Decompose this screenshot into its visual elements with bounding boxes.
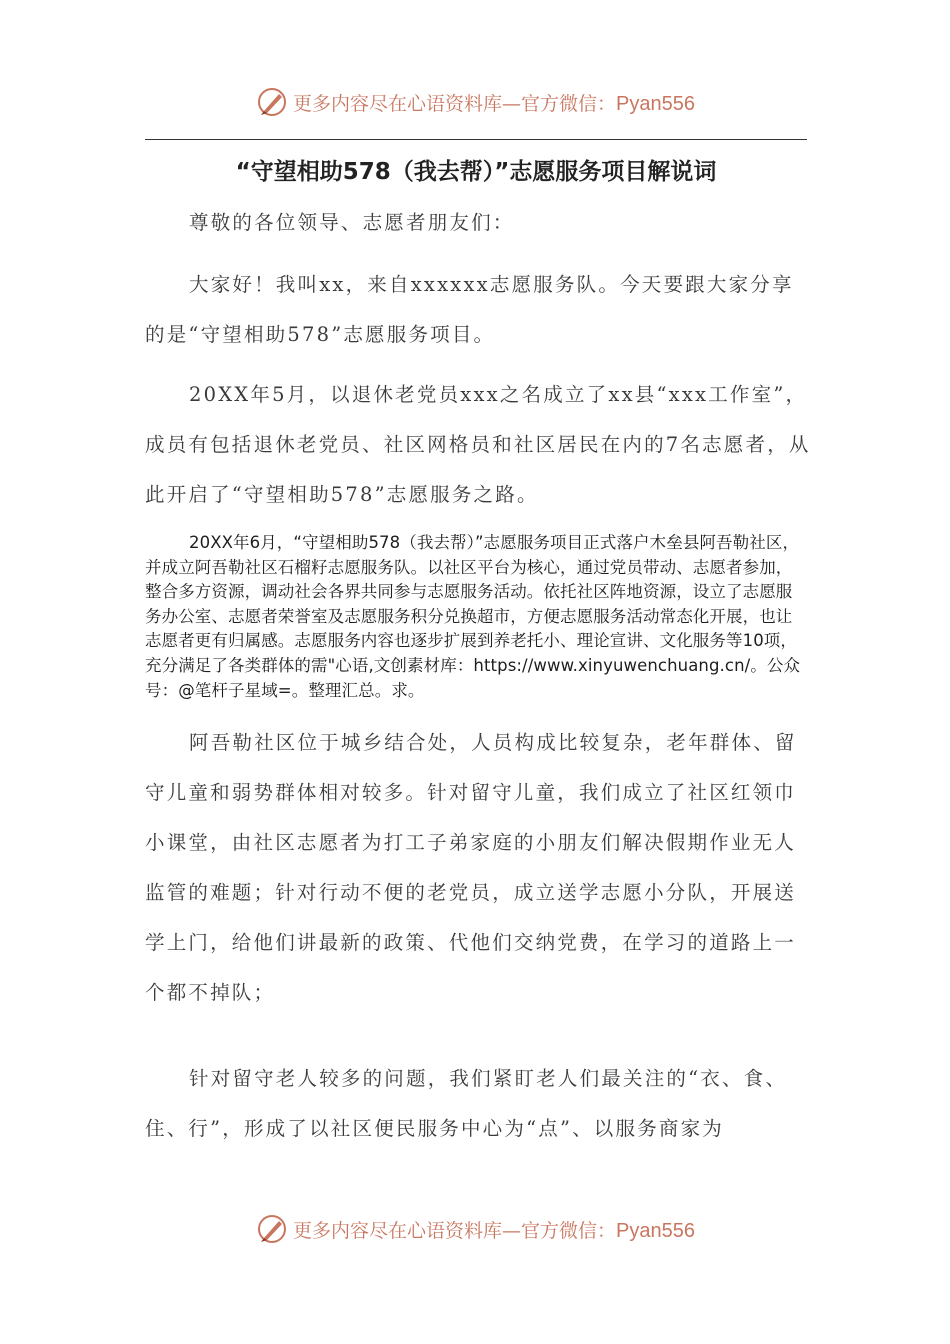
paragraph-greeting: 尊敬的各位领导、志愿者朋友们： — [189, 211, 515, 234]
paragraph-elderly: 针对留守老人较多的问题，我们紧盯老人们最关注的“衣、食、住、行”，形成了以社区便民服务中心为“点”、以服务商家为 — [145, 1067, 788, 1140]
paragraph-intro: 大家好！我叫xx，来自xxxxxx志愿服务队。今天要跟大家分享的是“守望相助578”志愿服务项目。 — [145, 273, 794, 346]
header-divider — [145, 139, 807, 140]
paragraph-project: 20XX年6月，“守望相助578（我去帮）”志愿服务项目正式落户木垒县阿吾勒社区，并成立阿吾勒社区石榴籽志愿服务队。以社区平台为核心，通过党员带动、志愿者参加，整合多方资源，调动社会各界共同参与志愿服务活动。依托社区阵地资源，设立了志愿服务办公室、志愿者荣誉室及志愿服务积分兑换超市，方便志愿服务活动常态化开展，也让志愿者更有归属感。志愿服务内容也逐步扩展到养老托小、理论宣讲、文化服务等10项，充分满足了各类群体的需"心语,文创素材库：https://www.xinyuwenchuang.cn/。公众号：@笔杆子星域=。整理汇总。求。 — [145, 533, 801, 700]
footer-banner — [0, 1209, 950, 1249]
banner-text: 更多内容尽在心语资料库—官方微信：Pyan556 — [293, 1219, 695, 1242]
paragraph-community: 阿吾勒社区位于城乡结合处，人员构成比较复杂，老年群体、留守儿童和弱势群体相对较多。针对留守儿童，我们成立了社区红领巾小课堂，由社区志愿者为打工子弟家庭的小朋友们解决假期作业无人监管的难题；针对行动不便的老党员，成立送学志愿小分队，开展送学上门，给他们讲最新的政策、代他们交纳党费，在学习的道路上一个都不掉队； — [145, 731, 797, 1004]
pen-circle-logo-icon — [255, 1212, 289, 1246]
document-title: “守望相助578（我去帮）”志愿服务项目解说词 — [235, 159, 717, 185]
header-banner — [0, 82, 950, 122]
banner-text: 更多内容尽在心语资料库—官方微信：Pyan556 — [293, 92, 695, 115]
paragraph-history: 20XX年5月，以退休老党员xxx之名成立了xx县“xxx工作室”，成员有包括退休老党员、社区网格员和社区居民在内的7名志愿者，从此开启了“守望相助578”志愿服务之路。 — [145, 383, 811, 506]
pen-circle-logo-icon — [255, 85, 289, 119]
